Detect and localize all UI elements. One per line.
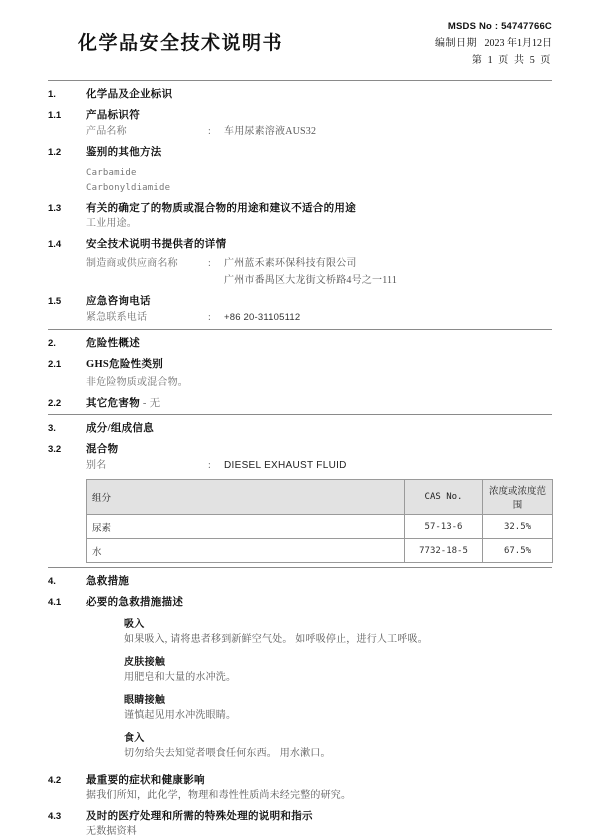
- section-2-1-text: 非危险物质或混合物。: [86, 377, 188, 388]
- section-2-title: 危险性概述: [86, 338, 140, 349]
- section-1-4-title: 安全技术说明书提供者的详情: [86, 239, 227, 250]
- section-1-3-heading: [48, 196, 552, 216]
- column-header-concentration: 浓度或浓度范围: [483, 480, 553, 515]
- section-3-heading: [48, 418, 552, 437]
- document-body: [48, 80, 552, 840]
- first-aid-eye-contact-block: [124, 693, 552, 724]
- section-4-number: 4.: [48, 576, 56, 587]
- product-name-label: 产品名称: [86, 126, 127, 137]
- alias-colon: :: [208, 460, 211, 471]
- page-number-line: 第 1 页 共 5 页: [471, 55, 552, 66]
- section-4-3-heading: [48, 804, 552, 824]
- section-4-1-number: 4.1: [48, 597, 62, 608]
- section-4-2-title: 最重要的症状和健康影响: [86, 775, 205, 786]
- emergency-phone-colon: :: [208, 312, 211, 323]
- prepared-date-line: [435, 35, 552, 52]
- composition-table-body: [87, 515, 553, 563]
- section-4-heading: [48, 571, 552, 590]
- section-2-2-title-suffix: - 无: [140, 398, 161, 409]
- alternate-name-item: Carbonyldiamide: [86, 183, 171, 193]
- first-aid-eye-contact-title: 眼睛接触: [124, 695, 166, 706]
- section-1-5-heading: [48, 289, 552, 309]
- emergency-phone-label: 紧急联系电话: [86, 312, 148, 323]
- section-2-1-title: GHS危险性类别: [86, 359, 164, 370]
- msds-number-label: MSDS No :: [447, 21, 499, 32]
- product-name-colon: :: [208, 126, 211, 137]
- first-aid-skin-contact-text: 用肥皂和大量的水冲洗。: [124, 672, 237, 683]
- alias-value: DIESEL EXHAUST FLUID: [224, 460, 347, 471]
- alternate-name-item: Carbamide: [86, 168, 137, 178]
- supplier-name-value: 广州蓝禾素环保科技有限公司: [224, 258, 357, 269]
- cell-cas-number: 7732-18-5: [405, 539, 483, 563]
- section-1-4-heading: [48, 232, 552, 252]
- section-1-5-title: 应急咨询电话: [86, 296, 151, 307]
- section-1-2-number: 1.2: [48, 147, 62, 158]
- section-4-3-text: 无数据资料: [86, 826, 137, 837]
- emergency-phone-value: +86 20-31105112: [224, 312, 301, 323]
- section-1-3-text: 工业用途。: [86, 218, 137, 229]
- first-aid-ingestion-title: 食入: [124, 733, 145, 744]
- first-aid-skin-contact-block: [124, 655, 552, 686]
- section-1-3-title: 有关的确定了的物质或混合物的用途和建议不适合的用途: [86, 203, 356, 214]
- section-4-2-text: 据我们所知，此化学，物理和毒性性质尚未经完整的研究。: [86, 790, 352, 801]
- product-name-row: [86, 123, 552, 140]
- section-3-2-heading: [48, 437, 552, 457]
- section-4-2-number: 4.2: [48, 775, 62, 786]
- column-header-cas: CAS No.: [405, 480, 483, 515]
- supplier-name-row: [86, 255, 552, 272]
- first-aid-inhalation-title: 吸入: [124, 619, 145, 630]
- first-aid-inhalation-block: [124, 617, 552, 648]
- table-row: [87, 539, 553, 563]
- composition-table-head: [87, 480, 553, 515]
- section-3-2-number: 3.2: [48, 444, 62, 455]
- first-aid-ingestion-block: [124, 731, 552, 762]
- section-1-1-title: 产品标识符: [86, 110, 140, 121]
- composition-table: [86, 479, 553, 563]
- page-title: 化学品安全技术说明书: [78, 33, 284, 54]
- msds-number-line: [435, 18, 552, 35]
- section-divider-1: [48, 80, 552, 81]
- section-1-1-number: 1.1: [48, 110, 62, 121]
- section-4-1-heading: [48, 590, 552, 610]
- section-4-title: 急救措施: [86, 576, 130, 587]
- section-2-2-title-text: 其它危害物: [86, 398, 140, 409]
- first-aid-inhalation-text: 如果吸入, 请将患者移到新鲜空气处。 如呼吸停止，进行人工呼吸。: [124, 634, 428, 645]
- section-2-1-heading: [48, 352, 552, 372]
- section-1-title: 化学品及企业标识: [86, 89, 173, 100]
- cell-component-name: 水: [87, 539, 405, 563]
- table-row: [87, 515, 553, 539]
- supplier-address-value: 广州市番禺区大龙街文桥路4号之一111: [224, 275, 398, 286]
- section-2-2-title: [86, 395, 160, 410]
- first-aid-ingestion-text: 切勿给失去知觉者喂食任何东西。 用水漱口。: [124, 748, 331, 759]
- prepared-date-label: 编制日期: [435, 38, 477, 49]
- column-header-component: 组分: [87, 480, 405, 515]
- first-aid-skin-contact-title: 皮肤接触: [124, 657, 166, 668]
- section-2-2-heading: [48, 391, 552, 411]
- first-aid-eye-contact-text: 谨慎起见用水冲洗眼睛。: [124, 710, 237, 721]
- section-2-2-number: 2.2: [48, 398, 62, 409]
- section-1-5-number: 1.5: [48, 296, 62, 307]
- section-1-2-title: 鉴别的其他方法: [86, 147, 162, 158]
- section-4-1-title: 必要的急救措施描述: [86, 597, 184, 608]
- table-header-row: [87, 480, 553, 515]
- section-divider-2: [48, 329, 552, 330]
- supplier-address-row: [86, 272, 552, 289]
- section-1-number: 1.: [48, 89, 56, 100]
- section-1-heading: [48, 84, 552, 103]
- cell-concentration: 32.5%: [483, 515, 553, 539]
- section-1-4-number: 1.4: [48, 239, 62, 250]
- supplier-name-colon: :: [208, 258, 211, 269]
- msds-number-value: 54747766C: [501, 21, 552, 32]
- section-2-heading: [48, 333, 552, 352]
- alias-row: [86, 457, 552, 474]
- cell-component-name: 尿素: [87, 515, 405, 539]
- section-2-1-number: 2.1: [48, 359, 62, 370]
- section-4-2-heading: [48, 768, 552, 788]
- section-1-2-heading: [48, 140, 552, 160]
- cell-cas-number: 57-13-6: [405, 515, 483, 539]
- section-4-3-number: 4.3: [48, 811, 62, 822]
- section-3-title: 成分/组成信息: [86, 423, 155, 434]
- section-1-3-number: 1.3: [48, 203, 62, 214]
- prepared-date-value: 2023 年1月12日: [484, 38, 552, 49]
- header-metadata: [435, 18, 552, 69]
- section-3-number: 3.: [48, 423, 56, 434]
- supplier-name-label: 制造商或供应商名称: [86, 258, 178, 269]
- section-2-number: 2.: [48, 338, 56, 349]
- emergency-phone-row: [86, 309, 552, 326]
- alternate-names-list: [86, 166, 552, 196]
- document-header: [0, 0, 600, 68]
- section-divider-3: [48, 414, 552, 415]
- section-3-2-title: 混合物: [86, 444, 119, 455]
- section-1-1-heading: [48, 103, 552, 123]
- section-4-3-title: 及时的医疗处理和所需的特殊处理的说明和指示: [86, 811, 313, 822]
- cell-concentration: 67.5%: [483, 539, 553, 563]
- alias-label: 别名: [86, 460, 107, 471]
- product-name-value: 车用尿素溶液AUS32: [224, 126, 317, 137]
- section-divider-4: [48, 567, 552, 568]
